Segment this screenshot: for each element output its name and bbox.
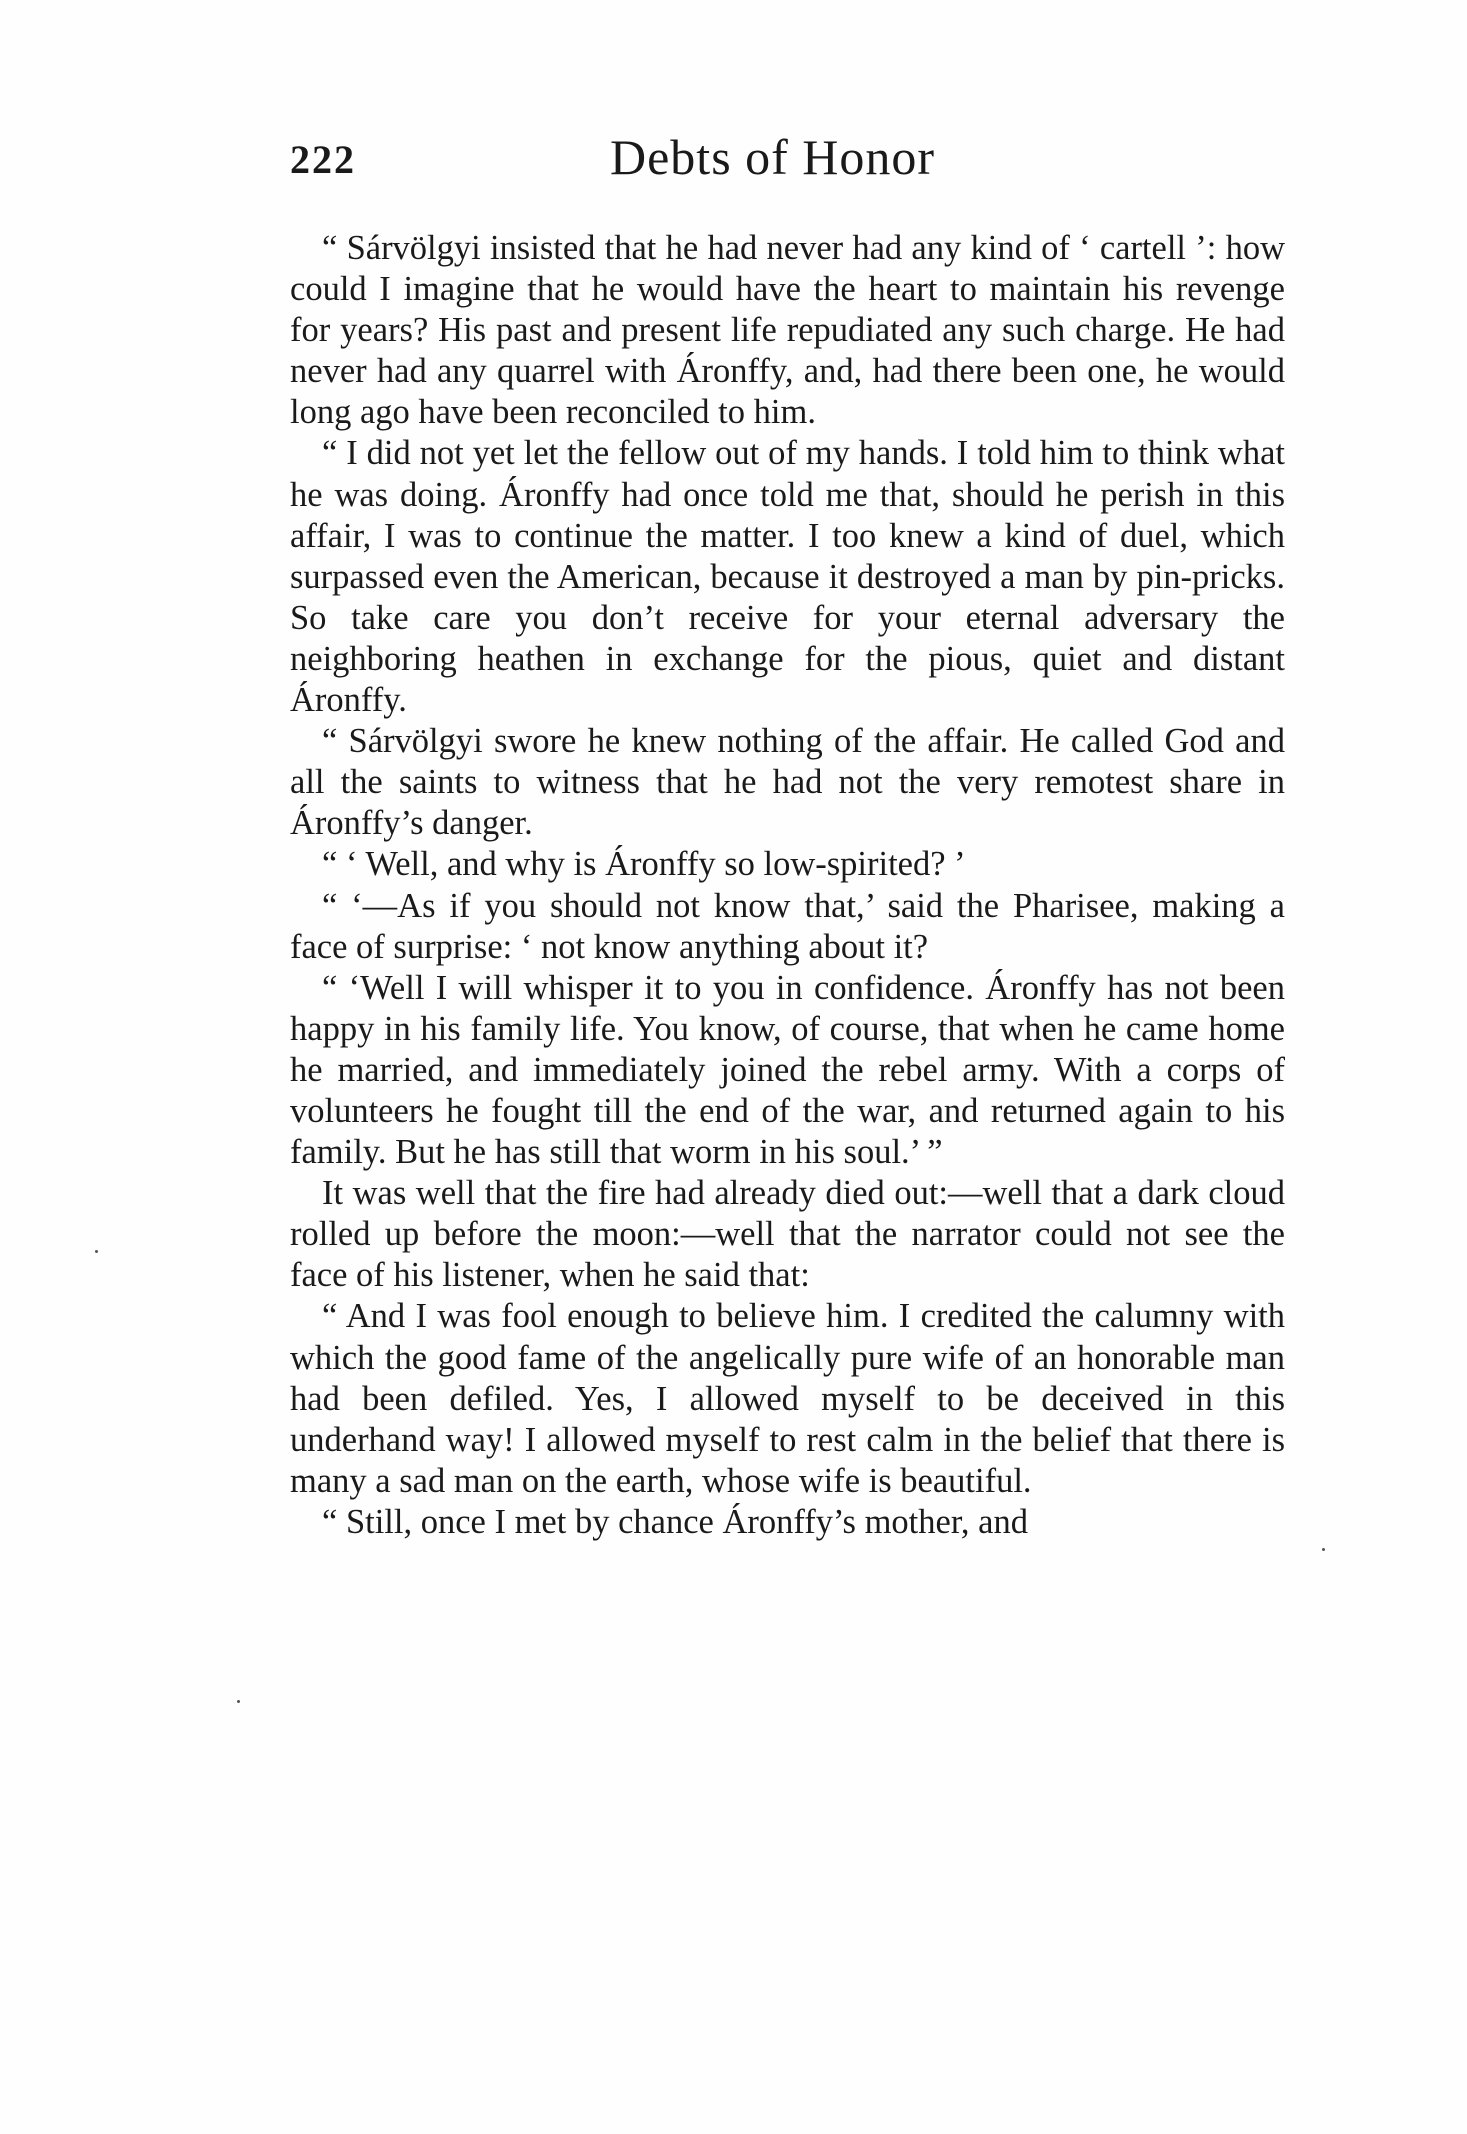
paragraph: It was well that the fire had already died out:—well that a dark cloud rolled up before the moon:—well that the narrator could not see the face of his listener, when he said that:	[290, 1174, 1285, 1295]
page-header	[290, 128, 1290, 188]
paragraph: “ Sárvölgyi swore he knew nothing of the affair. He called God and all the saints to witness that he had not the very remotest share in Áronffy’s danger.	[290, 722, 1285, 843]
paragraph: “ Still, once I met by chance Áronffy’s mother, and	[322, 1502, 1028, 1541]
body-text	[290, 228, 1285, 1543]
paragraph: “ I did not yet let the fellow out of my hands. I told him to think what he was doing. Áronffy had once told me that, should he perish in this affair, I was to continue the matter. I too knew a kind of duel, which surpassed even the American, because it destroyed a man by pin-pricks. So take care you don’t receive for your eternal adversary the neighboring heathen in exchange for the pious, quiet and distant Áronffy.	[290, 434, 1285, 720]
running-title: Debts of Honor	[610, 129, 936, 185]
paragraph: “ ‘ Well, and why is Áronffy so low-spirited? ’	[322, 845, 966, 884]
paragraph: “ Sárvölgyi insisted that he had never had any kind of ‘ cartell ’: how could I imagine that he would have the heart to maintain his revenge for years? His past and present life repudiated any such charge. He had never had any quarrel with Áronffy, and, had there been one, he would long ago have been reconciled to him.	[290, 229, 1285, 432]
paragraph: “ ‘Well I will whisper it to you in confidence. Áronffy has not been happy in his family life. You know, of course, that when he came home he married, and immediately joined the rebel army. With a corps of volunteers he fought till the end of the war, and returned again to his family. But he has still that worm in his soul.’ ”	[290, 968, 1285, 1172]
paragraph: “ And I was fool enough to believe him. I credited the calumny with which the good fame of the angelically pure wife of an honorable man had been defiled. Yes, I allowed myself to be deceived in this underhand way! I allowed myself to rest calm in the belief that there is many a sad man on the earth, whose wife is beautiful.	[290, 1297, 1285, 1500]
paper-speck	[1322, 1548, 1325, 1551]
paper-speck	[237, 1700, 240, 1703]
page-number: 222	[290, 137, 356, 182]
paper-speck	[95, 1250, 98, 1253]
paragraph: “ ‘—As if you should not know that,’ said the Pharisee, making a face of surprise: ‘ not know anything about it?	[290, 886, 1285, 966]
